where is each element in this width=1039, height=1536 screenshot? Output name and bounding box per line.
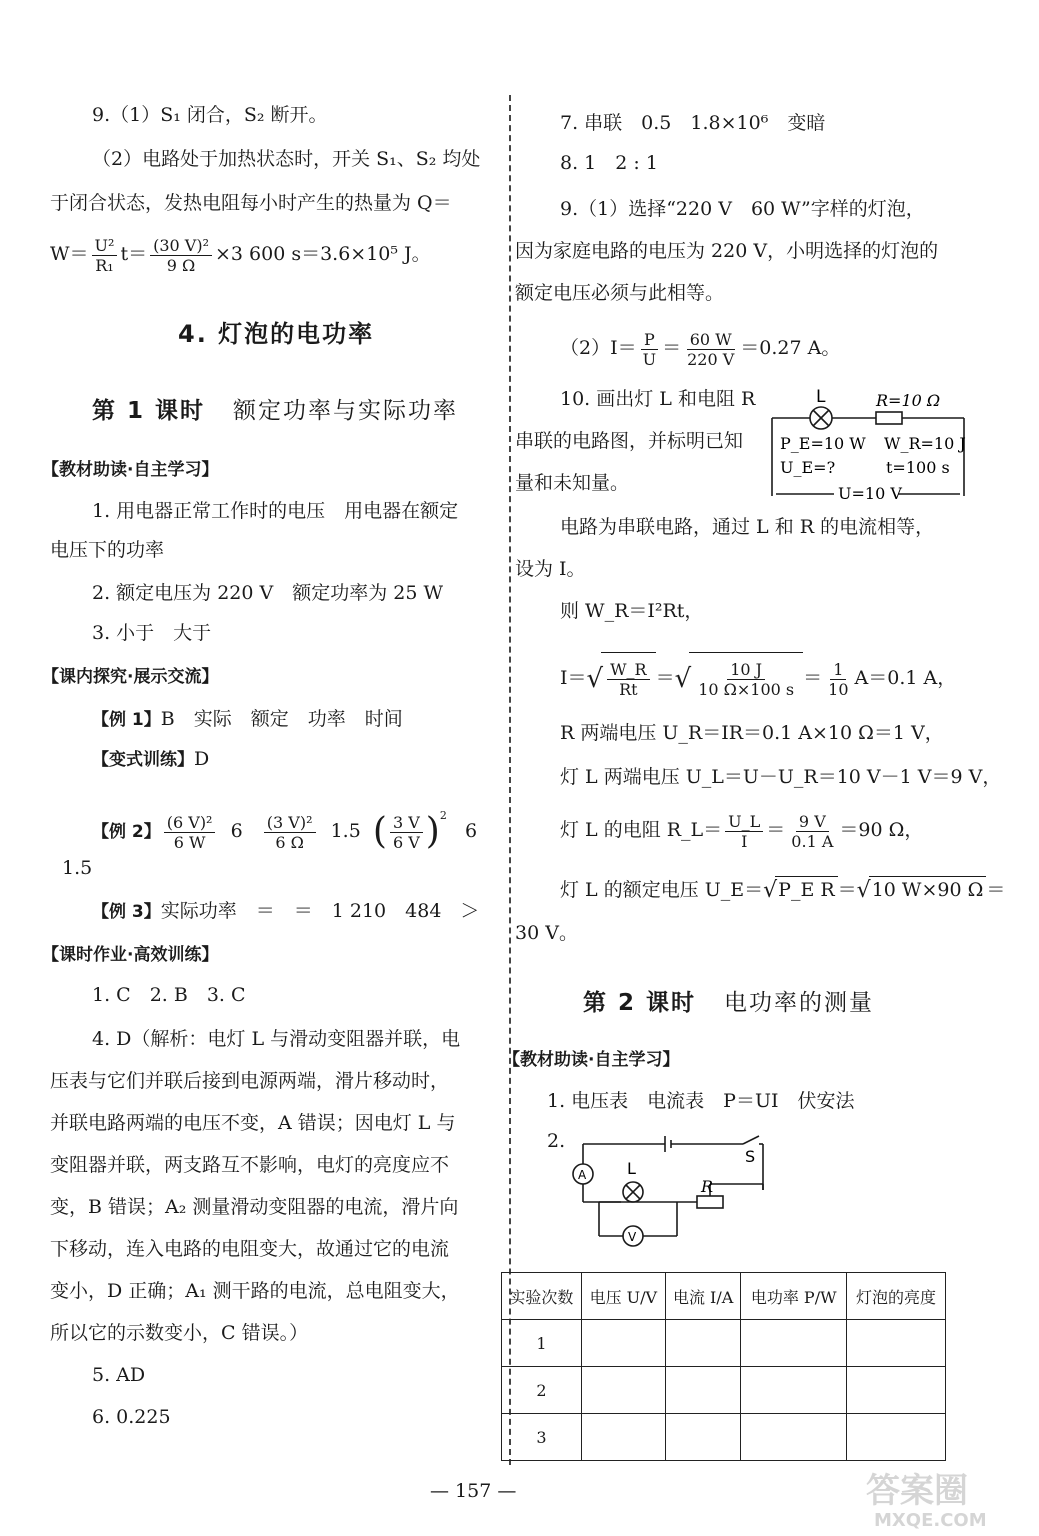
watermark-logo — [860, 1464, 1030, 1530]
equals: ＝ — [766, 819, 786, 841]
example-label: 【例 3】 — [92, 902, 161, 922]
hw-4-line: 压表与它们并联后接到电源两端，滑片移动时， — [50, 1070, 450, 1092]
lesson-number: 第 2 课时 — [583, 990, 697, 1016]
lesson-2-title — [583, 984, 874, 1017]
rheostat-icon — [697, 1196, 723, 1208]
watermark-url: MXQE.COM — [874, 1510, 987, 1530]
answer-7: 7. 串联 0.5 1.8×10⁶ 变暗 — [560, 112, 826, 134]
denominator: 10 — [828, 679, 849, 699]
fraction — [150, 236, 212, 275]
derivation-6 — [560, 808, 923, 852]
table-header-cell: 实验次数 — [502, 1273, 582, 1320]
table-cell — [847, 1320, 946, 1367]
variant-training — [92, 746, 209, 773]
tag-explore: 【课内探究·展示交流】 — [42, 667, 219, 687]
hw-4-line: 所以它的示数变小，C 错误。） — [50, 1322, 309, 1344]
table-cell — [741, 1414, 847, 1461]
denominator: 6 Ω — [275, 832, 304, 852]
fraction — [390, 813, 423, 852]
switch-icon — [743, 1136, 759, 1144]
watermark-text: 答案圈 — [866, 1471, 968, 1511]
derivation-4: R 两端电压 U_R＝IR＝0.1 A×10 Ω＝1 V， — [560, 722, 944, 744]
variant-label: 【变式训练】 — [92, 750, 194, 770]
answer-9-2-line1: （2）电路处于加热状态时，开关 S₁、S₂ 均处 — [92, 148, 481, 170]
formula-text: t＝ — [120, 243, 148, 265]
experiment-table — [501, 1272, 946, 1461]
result: ＝90 Ω， — [839, 819, 924, 841]
sqrt-icon: √ — [856, 878, 871, 903]
numerator: (30 V)² — [150, 236, 212, 256]
lamp-label: L — [816, 387, 826, 407]
answer-8: 8. 1 2 : 1 — [560, 152, 658, 174]
resistor-icon — [876, 412, 902, 424]
example-label: 【例 1】 — [92, 710, 161, 730]
hw-6: 6. 0.225 — [92, 1406, 171, 1428]
derivation-7 — [560, 876, 1005, 904]
denominator: 9 Ω — [166, 255, 196, 275]
study-3: 3. 小于 大于 — [92, 622, 212, 644]
hw-4-line: 4. D（解析：电灯 L 与滑动变阻器并联，电 — [92, 1028, 461, 1050]
table-cell: 3 — [502, 1414, 582, 1461]
example-2: 【例 2】 $\frac{\text{(6 V)²}}{6 W}$ 6 $\frac{\text{(3 V)²}}{6 \Omega}$ 1.5 ( $\frac{3 V}{6 V}$ )$^2$ 6 — [92, 809, 478, 852]
table-header-cell: 灯泡的亮度 — [847, 1273, 946, 1320]
fraction — [92, 236, 118, 275]
table-row — [502, 1414, 946, 1461]
denominator: R₁ — [95, 255, 114, 275]
numerator: U² — [92, 236, 118, 256]
fraction — [684, 330, 737, 369]
sqrt-icon: √ — [674, 664, 692, 694]
table-cell — [741, 1367, 847, 1414]
hw-4-line: 变，B 错误；A₂ 测量滑动变阻器的电流，滑片向 — [50, 1196, 459, 1218]
tag-homework: 【课时作业·高效训练】 — [42, 945, 219, 965]
lesson-number: 第 1 课时 — [92, 398, 206, 424]
right-paren: ) — [425, 811, 440, 852]
table-cell — [665, 1414, 740, 1461]
known-PE: P_E=10 W — [780, 434, 866, 453]
table-row — [502, 1367, 946, 1414]
hw-5: 5. AD — [92, 1364, 146, 1386]
fraction — [264, 813, 316, 852]
denominator: 6 V — [392, 832, 420, 852]
answer-9-1-cont: 因为家庭电路的电压为 220 V，小明选择的灯泡的 — [515, 240, 939, 262]
lesson-1-title — [92, 392, 458, 425]
table-cell — [741, 1320, 847, 1367]
denominator: 220 V — [687, 349, 735, 369]
table-cell — [581, 1367, 665, 1414]
numerator: 1 — [830, 660, 846, 680]
answer-9-2 — [560, 326, 840, 370]
table-header-cell: 电流 I/A — [665, 1273, 740, 1320]
numerator: P — [641, 330, 658, 350]
numerator: 60 W — [687, 330, 735, 350]
denominator: U — [642, 349, 657, 369]
known-WR: W_R=10 J — [884, 434, 966, 453]
answer-10-line3: 量和未知量。 — [515, 472, 630, 494]
numerator: W_R — [607, 660, 650, 680]
denominator: I — [741, 831, 748, 851]
variant-answer: D — [194, 748, 210, 770]
equals: ＝ — [986, 879, 1006, 901]
table-cell — [581, 1414, 665, 1461]
derivation-7-cont: 30 V。 — [515, 922, 578, 944]
sqrt-body: P_E R — [775, 876, 838, 903]
example-answer: B 实际 额定 功率 时间 — [160, 708, 403, 730]
answer-10-line1: 10. 画出灯 L 和电阻 R — [560, 388, 756, 410]
study-2: 2. 额定电压为 220 V 额定功率为 25 W — [92, 582, 444, 604]
tag-study-2: 【教材助读·自主学习】 — [503, 1050, 680, 1070]
answer-9-1-cont2: 额定电压必须与此相等。 — [515, 282, 725, 304]
numerator: 3 V — [390, 813, 423, 833]
table-cell: 1 — [502, 1320, 582, 1367]
answer-9-1: 9.（1）S₁ 闭合，S₂ 断开。 — [92, 104, 328, 126]
formula-text: ×3 600 s＝3.6×10⁵ J。 — [214, 243, 431, 265]
table-cell — [665, 1367, 740, 1414]
derivation-3 — [560, 652, 956, 704]
hw-4-line: 并联电路两端的电压不变，A 错误；因电灯 L 与 — [50, 1112, 456, 1134]
hw-4-line: 变阻器并联，两支路互不影响，电灯的亮度应不 — [50, 1154, 450, 1176]
switch-label: S — [745, 1147, 756, 1166]
table-cell — [665, 1320, 740, 1367]
example-label: 【例 2】 — [92, 822, 161, 842]
value: 6 — [230, 820, 243, 842]
equals: ＝ — [655, 667, 675, 689]
table-header-cell: 电压 U/V — [581, 1273, 665, 1320]
table-row — [502, 1320, 946, 1367]
formula-lhs: （2）I＝ — [560, 337, 637, 359]
hw-1-3: 1. C 2. B 3. C — [92, 984, 246, 1006]
known-t: t=100 s — [886, 458, 950, 477]
table-cell — [581, 1320, 665, 1367]
study-1-line2: 电压下的功率 — [50, 539, 165, 561]
table-cell — [847, 1414, 946, 1461]
measure-2-label: 2. — [547, 1130, 566, 1152]
fraction — [607, 660, 650, 699]
voltmeter-label: V — [628, 1230, 637, 1244]
study-1-line1: 1. 用电器正常工作时的电压 用电器在额定 — [92, 500, 459, 522]
formula-lhs: 灯 L 的额定电压 U_E＝ — [560, 879, 764, 901]
example-1 — [92, 706, 403, 733]
fraction — [164, 813, 216, 852]
derivation-1-cont: 设为 I。 — [515, 558, 586, 580]
numerator: 9 V — [796, 812, 829, 832]
fraction — [825, 660, 851, 699]
numerator: 10 J — [727, 660, 765, 680]
numerator: (3 V)² — [264, 813, 316, 833]
result: A＝0.1 A， — [854, 667, 957, 689]
left-paren: ( — [372, 811, 387, 852]
example-answer: 实际功率 ＝ ＝ 1 210 484 ＞ — [160, 900, 480, 922]
fraction — [640, 330, 659, 369]
series-circuit-diagram — [768, 386, 978, 500]
sqrt-body — [601, 652, 656, 703]
known-U: U=10 V — [838, 484, 902, 500]
denominator: 0.1 A — [791, 831, 834, 851]
answer-9-2-line2: 于闭合状态，发热电阻每小时产生的热量为 Q＝ — [50, 192, 452, 214]
value: 6 — [464, 820, 478, 842]
lesson-name: 电功率的测量 — [723, 990, 874, 1016]
result: ＝0.27 A。 — [740, 337, 841, 359]
lamp-label: L — [627, 1159, 636, 1178]
section-title: 4. 灯泡的电功率 — [178, 320, 375, 348]
table-header-cell: 电功率 P/W — [741, 1273, 847, 1320]
example-3 — [92, 898, 479, 925]
denominator: 6 W — [173, 832, 206, 852]
fraction — [725, 812, 763, 851]
lesson-name: 额定功率与实际功率 — [232, 398, 458, 424]
formula-lhs: 灯 L 的电阻 R_L＝ — [560, 819, 723, 841]
resistor-label: R=10 Ω — [876, 391, 941, 410]
formula-lhs: W＝ — [50, 243, 89, 265]
value: 1.5 — [330, 820, 361, 842]
fraction — [788, 812, 836, 851]
sqrt-icon: √ — [763, 878, 778, 903]
numerator: (6 V)² — [164, 813, 216, 833]
sqrt-body — [689, 652, 803, 703]
column-divider — [509, 95, 511, 1465]
denominator: Rt — [619, 679, 638, 699]
denominator: 10 Ω×100 s — [698, 679, 795, 699]
table-cell: 2 — [502, 1367, 582, 1414]
equals: ＝ — [803, 667, 823, 689]
measurement-circuit-diagram — [567, 1130, 777, 1254]
answer-10-line2: 串联的电路图，并标明已知 — [515, 430, 744, 452]
unknown-UE: U_E=? — [780, 458, 836, 477]
tag-study: 【教材助读·自主学习】 — [42, 460, 219, 480]
equals: ＝ — [837, 879, 857, 901]
answer-9-1: 9.（1）选择“220 V 60 W”字样的灯泡， — [560, 198, 925, 220]
ammeter-label: A — [578, 1168, 587, 1182]
derivation-2: 则 W_R＝I²Rt， — [560, 600, 704, 622]
equals: ＝ — [662, 337, 682, 359]
sqrt-body: 10 W×90 Ω — [869, 876, 987, 903]
formula-lhs: I＝ — [560, 667, 587, 689]
answer-9-formula — [50, 232, 431, 276]
table-cell — [847, 1367, 946, 1414]
sqrt-icon: √ — [586, 664, 604, 694]
table-header-row — [502, 1273, 946, 1320]
measure-1: 1. 电压表 电流表 P＝UI 伏安法 — [547, 1090, 855, 1112]
fraction — [695, 660, 797, 699]
derivation-5: 灯 L 两端电压 U_L＝U－U_R＝10 V－1 V＝9 V， — [560, 766, 1002, 788]
page-number: — 157 — — [430, 1480, 517, 1502]
rheostat-label: R — [701, 1177, 714, 1196]
numerator: U_L — [725, 812, 763, 832]
derivation-1: 电路为串联电路，通过 L 和 R 的电流相等， — [560, 516, 935, 538]
example-2-cont: 1.5 — [62, 857, 93, 879]
hw-4-line: 变小，D 正确；A₁ 测干路的电流，总电阻变大， — [50, 1280, 460, 1302]
hw-4-line: 下移动，连入电路的电阻变大，故通过它的电流 — [50, 1238, 450, 1260]
